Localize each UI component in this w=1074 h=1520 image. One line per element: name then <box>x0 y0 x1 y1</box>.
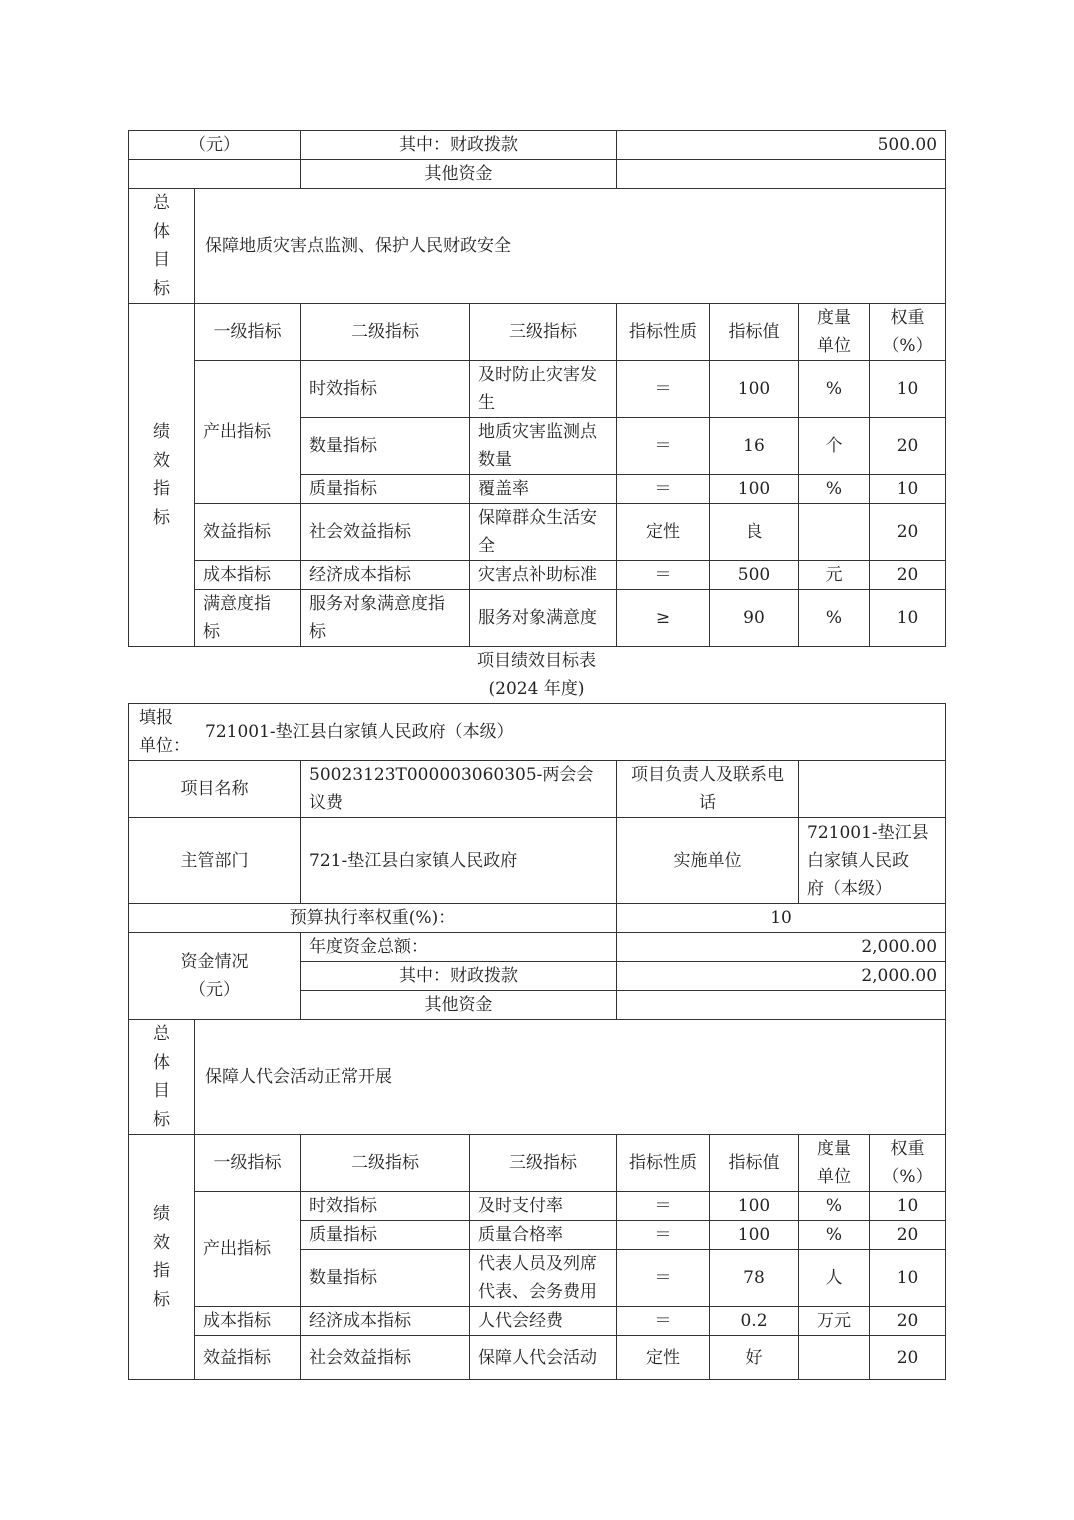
value-cell: 16 <box>710 418 799 475</box>
weight-cell: 20 <box>870 418 946 475</box>
value-cell: 78 <box>710 1250 799 1307</box>
l3-cell: 保障人代会活动 <box>470 1336 617 1380</box>
weight-cell: 10 <box>870 590 946 647</box>
l2-cell: 数量指标 <box>301 418 470 475</box>
nature-cell: ＝ <box>617 1250 710 1307</box>
table-row <box>129 504 946 561</box>
fiscal-label: 其中：财政拨款 <box>301 131 617 160</box>
l3-cell: 灾害点补助标准 <box>470 561 617 590</box>
header-l3: 三级指标 <box>470 304 617 361</box>
fiscal-value: 2,000.00 <box>617 962 946 991</box>
header-unit: 度量 单位 <box>799 304 870 361</box>
value-cell: 100 <box>710 361 799 418</box>
l1-cell: 产出指标 <box>195 361 301 504</box>
table-title: 项目绩效目标表 <box>477 651 596 671</box>
unit-cell: 个 <box>799 418 870 475</box>
impl-label: 实施单位 <box>617 818 799 904</box>
header-l1: 一级指标 <box>195 1135 301 1192</box>
unit-cell: % <box>799 1221 870 1250</box>
manager-label: 项目负责人及联系电 话 <box>617 761 799 818</box>
header-nature: 指标性质 <box>617 304 710 361</box>
budget-rate-label: 预算执行率权重(%)： <box>129 904 617 933</box>
nature-cell: ＝ <box>617 1221 710 1250</box>
table-row <box>129 1307 946 1336</box>
table-row <box>129 1336 946 1380</box>
dept-label: 主管部门 <box>129 818 301 904</box>
weight-cell: 20 <box>870 561 946 590</box>
header-unit: 度量 单位 <box>799 1135 870 1192</box>
weight-cell: 10 <box>870 1250 946 1307</box>
unit-cell <box>799 504 870 561</box>
header-l2: 二级指标 <box>301 1135 470 1192</box>
value-cell: 100 <box>710 1221 799 1250</box>
l2-cell: 数量指标 <box>301 1250 470 1307</box>
total-funds-label: 年度资金总额： <box>301 933 617 962</box>
value-cell: 90 <box>710 590 799 647</box>
l3-cell: 地质灾害监测点 数量 <box>470 418 617 475</box>
reporting-unit-row <box>129 704 946 761</box>
unit-cell: % <box>799 1192 870 1221</box>
l1-cell: 成本指标 <box>195 561 301 590</box>
unit-cell: % <box>799 361 870 418</box>
l3-cell: 服务对象满意度 <box>470 590 617 647</box>
l3-cell: 及时防止灾害发 生 <box>470 361 617 418</box>
impl-value: 721001-垫江县 白家镇人民政 府（本级） <box>799 818 946 904</box>
fiscal-label: 其中：财政拨款 <box>301 962 617 991</box>
l3-cell: 代表人员及列席 代表、会务费用 <box>470 1250 617 1307</box>
goal-label: 总 体 目 标 <box>129 189 195 304</box>
weight-cell: 20 <box>870 504 946 561</box>
weight-cell: 20 <box>870 1221 946 1250</box>
goal-text: 保障人代会活动正常开展 <box>195 1020 946 1135</box>
header-l1: 一级指标 <box>195 304 301 361</box>
nature-cell: ＝ <box>617 475 710 504</box>
l3-cell: 覆盖率 <box>470 475 617 504</box>
l2-cell: 服务对象满意度指 标 <box>301 590 470 647</box>
perf-label: 绩 效 指 标 <box>129 1135 195 1380</box>
l2-cell: 质量指标 <box>301 475 470 504</box>
l2-cell: 质量指标 <box>301 1221 470 1250</box>
table-year: (2024 年度) <box>488 679 585 699</box>
manager-value <box>799 761 946 818</box>
weight-cell: 10 <box>870 1192 946 1221</box>
total-funds-value: 2,000.00 <box>617 933 946 962</box>
nature-cell: ＝ <box>617 1192 710 1221</box>
l1-cell: 效益指标 <box>195 504 301 561</box>
header-weight: 权重 （%） <box>870 304 946 361</box>
value-cell: 500 <box>710 561 799 590</box>
nature-cell: ≥ <box>617 590 710 647</box>
nature-cell: 定性 <box>617 1336 710 1380</box>
dept-value: 721-垫江县白家镇人民政府 <box>301 818 617 904</box>
weight-cell: 20 <box>870 1307 946 1336</box>
funds-blank-cell <box>129 160 301 189</box>
other-funds-value <box>617 991 946 1020</box>
goal-label: 总 体 目 标 <box>129 1020 195 1135</box>
header-l3: 三级指标 <box>470 1135 617 1192</box>
header-nature: 指标性质 <box>617 1135 710 1192</box>
table-row <box>129 361 946 418</box>
nature-cell: ＝ <box>617 1307 710 1336</box>
nature-cell: ＝ <box>617 561 710 590</box>
unit-cell: 万元 <box>799 1307 870 1336</box>
performance-table-2 <box>128 703 946 1380</box>
l3-cell: 人代会经费 <box>470 1307 617 1336</box>
funds-label: 资金情况 （元） <box>129 933 301 1020</box>
funds-unit-cell: （元） <box>129 131 301 160</box>
performance-table-1 <box>128 130 946 647</box>
value-cell: 好 <box>710 1336 799 1380</box>
table-row <box>129 590 946 647</box>
value-cell: 100 <box>710 475 799 504</box>
header-l2: 二级指标 <box>301 304 470 361</box>
weight-cell: 10 <box>870 361 946 418</box>
goal-text: 保障地质灾害点监测、保护人民财政安全 <box>195 189 946 304</box>
l3-cell: 保障群众生活安 全 <box>470 504 617 561</box>
header-value: 指标值 <box>710 1135 799 1192</box>
unit-cell: % <box>799 590 870 647</box>
l2-cell: 经济成本指标 <box>301 561 470 590</box>
value-cell: 0.2 <box>710 1307 799 1336</box>
l3-cell: 及时支付率 <box>470 1192 617 1221</box>
unit-cell: % <box>799 475 870 504</box>
other-funds-label: 其他资金 <box>301 991 617 1020</box>
project-name-value: 50023123T000003060305-两会会议费 <box>301 761 617 818</box>
nature-cell: 定性 <box>617 504 710 561</box>
l1-cell: 产出指标 <box>195 1192 301 1307</box>
l2-cell: 经济成本指标 <box>301 1307 470 1336</box>
reporting-unit-label: 填报 单位： <box>139 708 190 756</box>
project-name-label: 项目名称 <box>129 761 301 818</box>
unit-cell: 元 <box>799 561 870 590</box>
value-cell: 100 <box>710 1192 799 1221</box>
l2-cell: 时效指标 <box>301 361 470 418</box>
header-weight: 权重 （%） <box>870 1135 946 1192</box>
header-value: 指标值 <box>710 304 799 361</box>
nature-cell: ＝ <box>617 361 710 418</box>
l1-cell: 效益指标 <box>195 1336 301 1380</box>
fiscal-value: 500.00 <box>617 131 946 160</box>
value-cell: 良 <box>710 504 799 561</box>
weight-cell: 20 <box>870 1336 946 1380</box>
perf-label: 绩 效 指 标 <box>129 304 195 647</box>
reporting-unit-value: 721001-垫江县白家镇人民政府（本级） <box>205 722 514 742</box>
weight-cell: 10 <box>870 475 946 504</box>
l1-cell: 成本指标 <box>195 1307 301 1336</box>
unit-cell <box>799 1336 870 1380</box>
other-funds-label: 其他资金 <box>301 160 617 189</box>
nature-cell: ＝ <box>617 418 710 475</box>
unit-cell: 人 <box>799 1250 870 1307</box>
l3-cell: 质量合格率 <box>470 1221 617 1250</box>
l1-cell: 满意度指 标 <box>195 590 301 647</box>
budget-rate-value: 10 <box>617 904 946 933</box>
table-row <box>129 1192 946 1221</box>
l2-cell: 时效指标 <box>301 1192 470 1221</box>
table-row <box>129 561 946 590</box>
l2-cell: 社会效益指标 <box>301 1336 470 1380</box>
other-funds-value <box>617 160 946 189</box>
l2-cell: 社会效益指标 <box>301 504 470 561</box>
